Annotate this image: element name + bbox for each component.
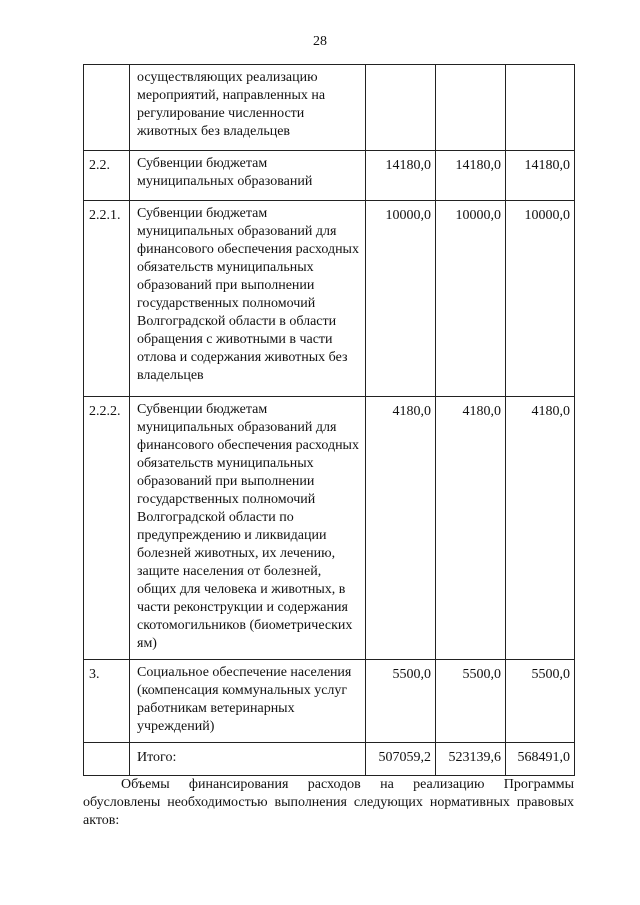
row-value-2 bbox=[436, 65, 506, 151]
budget-table bbox=[83, 64, 575, 776]
total-number-cell bbox=[84, 743, 130, 776]
table-row bbox=[84, 65, 575, 151]
total-value-1: 507059,2 bbox=[366, 743, 436, 776]
row-value-2: 10000,0 bbox=[436, 201, 506, 397]
row-number: 2.2.1. bbox=[84, 201, 130, 397]
row-value-2: 14180,0 bbox=[436, 151, 506, 201]
row-number: 3. bbox=[84, 660, 130, 743]
row-description: Социальное обеспечение населения (компенсация коммунальных услуг работникам ветеринарных учреждений) bbox=[130, 660, 366, 743]
row-value-3: 14180,0 bbox=[506, 151, 575, 201]
row-value-1: 5500,0 bbox=[366, 660, 436, 743]
table-row bbox=[84, 660, 575, 743]
row-number bbox=[84, 65, 130, 151]
paragraph-text: Объемы финансирования расходов на реализацию Программы обусловлены необходимостью выполнения следующих нормативных правовых актов: bbox=[83, 777, 574, 828]
row-description: осуществляющих реализацию мероприятий, направленных на регулирование численности животных без владельцев bbox=[130, 65, 366, 151]
row-description: Субвенции бюджетам муниципальных образований bbox=[130, 151, 366, 201]
row-value-3: 10000,0 bbox=[506, 201, 575, 397]
row-number: 2.2. bbox=[84, 151, 130, 201]
table-row bbox=[84, 397, 575, 660]
body-paragraph bbox=[83, 776, 574, 830]
table-row bbox=[84, 151, 575, 201]
total-row bbox=[84, 743, 575, 776]
total-value-2: 523139,6 bbox=[436, 743, 506, 776]
row-value-2: 5500,0 bbox=[436, 660, 506, 743]
table-row bbox=[84, 201, 575, 397]
row-value-1: 4180,0 bbox=[366, 397, 436, 660]
total-label: Итого: bbox=[130, 743, 366, 776]
row-value-2: 4180,0 bbox=[436, 397, 506, 660]
row-value-3 bbox=[506, 65, 575, 151]
row-value-3: 4180,0 bbox=[506, 397, 575, 660]
row-value-1: 14180,0 bbox=[366, 151, 436, 201]
row-value-1: 10000,0 bbox=[366, 201, 436, 397]
row-description: Субвенции бюджетам муниципальных образований для финансового обеспечения расходных обязательств муниципальных образований при выполнении государственных полномочий Волгоградской области в области обращения с животными в части отлова и содержания животных без владельцев bbox=[130, 201, 366, 397]
total-value-3: 568491,0 bbox=[506, 743, 575, 776]
page-number: 28 bbox=[313, 34, 327, 49]
row-value-1 bbox=[366, 65, 436, 151]
row-description: Субвенции бюджетам муниципальных образований для финансового обеспечения расходных обязательств муниципальных образований при выполнении государственных полномочий Волгоградской области по предупреждению и ликвидации болезней животных, их лечению, защите населения от болезней, общих для человека и животных, в части реконструкции и содержания скотомогильников (биометрических ям) bbox=[130, 397, 366, 660]
row-number: 2.2.2. bbox=[84, 397, 130, 660]
row-value-3: 5500,0 bbox=[506, 660, 575, 743]
